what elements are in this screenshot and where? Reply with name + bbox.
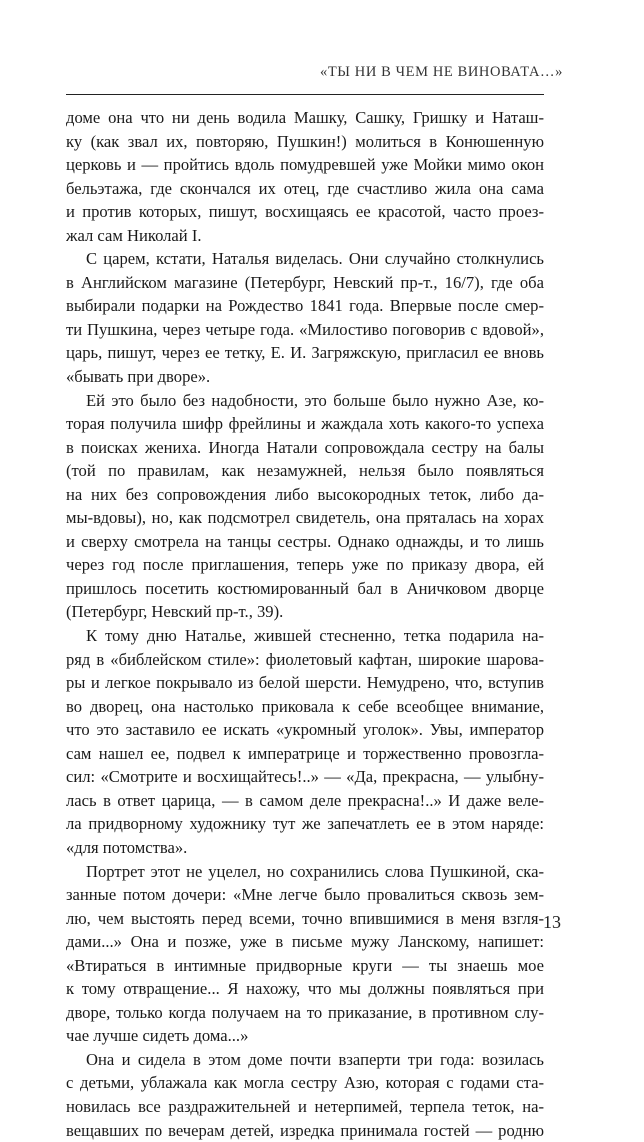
body-text	[66, 106, 544, 1142]
text-line: через год после приглашения, теперь уже по приказу двора, ей	[66, 555, 544, 575]
text-line: к тому отвращение... Я нахожу, что мы должны появляться при	[66, 979, 544, 999]
text-line: мы-вдовы), но, как подсмотрел свидетель, она пряталась на хорах	[66, 508, 544, 528]
text-line: с детьми, ублажала как могла сестру Азю, которая с годами ста-	[66, 1073, 544, 1093]
text-line: пришлось посетить костюмированный бал в Аничковом дворце	[66, 578, 544, 598]
text-line: сил: «Смотрите и восхищайтесь!..» — «Да, прекрасна, — улыбну-	[66, 767, 544, 787]
text-line: во дворец, она настолько приковала к себе всеобщее внимание,	[66, 696, 544, 716]
text-line: ку (как звал их, повторяю, Пушкин!) молиться в Конюшенную	[66, 131, 544, 151]
text-line: и против которых, пишут, восхищаясь ее красотой, часто проез-	[66, 202, 544, 222]
text-line: в Английском магазине (Петербург, Невский пр-т., 16/7), где оба	[66, 272, 544, 292]
text-line: доме она что ни день водила Машку, Сашку, Гришку и Наташ-	[66, 108, 544, 127]
text-line: царь, пишут, через ее тетку, Е. И. Загряжскую, пригласил ее вновь	[66, 343, 544, 363]
text-line: торая получила шифр фрейлины и жаждала хоть какого-то успеха	[66, 414, 544, 434]
text-line: новилась все раздражительней и нетерпимей, терпела теток, на-	[66, 1096, 544, 1116]
text-line: Портрет этот не уцелел, но сохранились слова Пушкиной, ска-	[86, 861, 544, 881]
text-line: дами...» Она и позже, уже в письме мужу Ланскому, напишет:	[66, 932, 544, 952]
text-line: С царем, кстати, Наталья виделась. Они случайно столкнулись	[86, 249, 544, 269]
text-line: чае лучше сидеть дома...»	[66, 1026, 249, 1046]
text-line: ти Пушкина, через четыре года. «Милостиво поговорив с вдовой»,	[66, 319, 544, 339]
text-line: «для потомства».	[66, 837, 188, 857]
text-line: что это заставило ее искать «укромный уголок». Увы, император	[66, 720, 544, 740]
text-line: дворе, только когда получаем на то приказание, в противном слу-	[66, 1002, 544, 1022]
header-rule	[66, 94, 544, 95]
running-title: «ТЫ НИ В ЧЕМ НЕ ВИНОВАТА…»	[320, 64, 563, 80]
text-line: в поисках женихa. Иногда Натали сопровождала сестру на балы	[66, 437, 544, 457]
text-line: Ей это было без надобности, это больше было нужно Азе, ко-	[86, 390, 544, 410]
text-line: жал сам Николай I.	[66, 225, 202, 245]
text-line: ряд в «библейском стиле»: фиолетовый кафтан, широкие шарова-	[66, 649, 544, 669]
text-line: церковь и — пройтись вдоль помудревшей уже Мойки мимо окон	[66, 155, 544, 175]
text-line: занные потом дочери: «Мне легче было провалиться сквозь зем-	[66, 885, 544, 905]
text-line: выбирали подарки на Рождество 1841 года. Впервые после смер-	[66, 296, 544, 316]
text-line: на них без сопровождения либо высокородных теток, либо да-	[66, 484, 544, 504]
text-line: «Втираться в интимные придворные круги — ты знаешь мое	[66, 955, 544, 975]
text-line: (той по правилам, как незамужней, нельзя было появляться	[66, 461, 544, 481]
text-line: Она и сидела в этом доме почти взаперти три года: возилась	[86, 1049, 544, 1069]
text-line: лю, чем выстоять перед всеми, точно впившимися в меня взгля-	[66, 908, 544, 928]
text-line: ла придворному художнику тут же запечатлеть ее в этом наряде:	[66, 814, 544, 834]
text-line: вещавших по вечерам детей, изредка принимала гостей — родню	[66, 1120, 544, 1140]
page-number: 13	[543, 912, 561, 932]
text-line: (Петербург, Невский пр-т., 39).	[66, 602, 284, 622]
text-line: «бывать при дворе».	[66, 367, 211, 387]
text-line: К тому дню Наталье, жившей стесненно, тетка подарила на-	[86, 626, 544, 646]
text-line: бельэтажа, где скончался их отец, где счастливо жила она сама	[66, 178, 544, 198]
text-line: лась в ответ царица, — в самом деле прекрасна!..» И даже веле-	[66, 790, 544, 810]
text-line: сам нашел ее, подвел к императрице и торжественно провозгла-	[66, 743, 544, 763]
text-line: и сверху смотрела на танцы сестры. Однако однажды, и то лишь	[66, 531, 544, 551]
text-line: ры и легкое покрывало из белой шерсти. Немудрено, что, вступив	[66, 673, 544, 693]
